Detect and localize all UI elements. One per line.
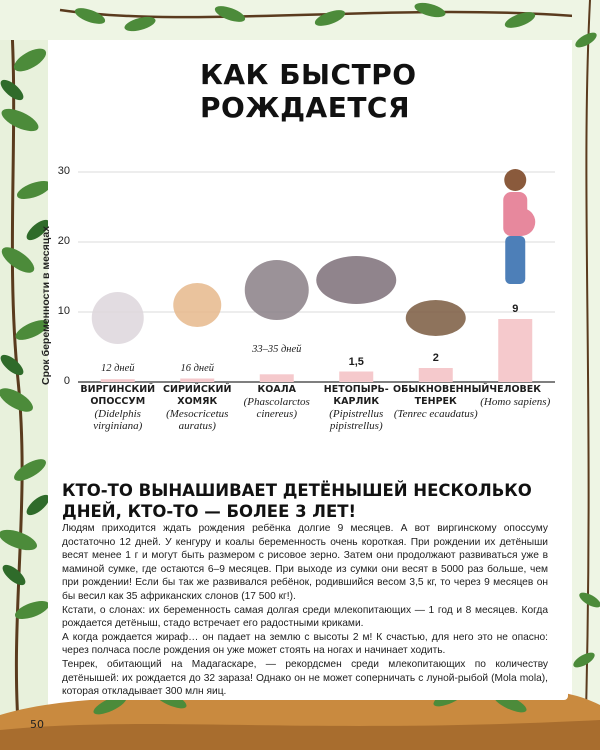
data-label: 9: [512, 303, 519, 315]
category-latin-name: (Pipistrellus pipistrellus): [329, 408, 384, 432]
data-label: 12 дней: [100, 363, 135, 375]
category-label: [314, 384, 400, 432]
category-common-name: НЕТОПЫРЬ-КАРЛИК: [323, 384, 389, 407]
category-label: [234, 384, 320, 420]
y-axis-label: Срок беременности в месяцах: [40, 225, 52, 385]
section-heading: КТО-ТО ВЫНАШИВАЕТ ДЕТЁНЫШЕЙ НЕСКОЛЬКО ДНЕЙ, КТО-ТО — БОЛЕЕ 3 ЛЕТ!: [62, 481, 532, 521]
bar: [180, 379, 214, 383]
category-latin-name: (Homo sapiens): [480, 396, 551, 408]
page-number: 50: [30, 718, 44, 731]
category-common-name: СИРИЙСКИЙ ХОМЯК: [163, 384, 232, 407]
bar: [498, 319, 532, 382]
bar: [260, 374, 294, 382]
human-illustration: [503, 169, 535, 284]
paragraph: Тенрек, обитающий на Мадагаскаре, — рекордсмен среди млекопитающих по количеству детёнышей: их рождается до 32 заразa! Однако он не может соперничать с луной-рыбой (Mola mola), которая откладывает 300 млн яиц.: [62, 658, 548, 698]
data-label: 16 дней: [180, 362, 215, 374]
paragraph: А когда рождается жираф… он падает на землю с высоты 2 м! К счастью, для него это не опасно: через полчаса после рождения он уже может стоять на ногах и начинает ходить.: [62, 631, 548, 657]
data-label: 33–35 дней: [252, 344, 302, 356]
paragraph: Людям приходится ждать рождения ребёнка долгие 9 месяцев. А вот виргинскому опоссуму достаточно 12 дней. У кенгуру и коалы беременность очень короткая. При рождении их детёныши весят менее 1 г и могут быть размером с рисовое зерно. Затем они продолжают развиваться уже в маминой сумке, где остаются 6–9 месяцев. При выходе из сумки они весят в 5000 раз больше, чем при рождении! Если бы так же развивался ребёнок, родившийся весом 3,5 кг, то через 9 месяцев он бы весил как 35 африканских слонов (17 500 кг!).: [62, 523, 548, 602]
y-tick-label: 20: [57, 235, 70, 247]
bar: [101, 379, 135, 382]
category-label: [393, 384, 490, 420]
category-common-name: ВИРГИНСКИЙ ОПОССУМ: [80, 384, 156, 407]
category-latin-name: (Tenrec ecaudatus): [393, 408, 478, 420]
category-latin-name: (Mesocricetus auratus): [166, 408, 229, 432]
bat-illustration: [316, 256, 396, 304]
category-label: [473, 384, 559, 408]
category-common-name: ОБЫКНОВЕННЫЙ ТЕНРЕК: [393, 384, 490, 407]
y-tick-label: 0: [63, 375, 70, 387]
tenrec-illustration: [406, 300, 466, 336]
koala-illustration: [245, 260, 309, 320]
category-label: [155, 384, 241, 432]
page-title: КАК БЫСТРО РОЖДАЕТСЯ: [200, 58, 417, 124]
category-label: [75, 384, 161, 432]
y-tick-label: 10: [57, 305, 70, 317]
category-latin-name: (Didelphis virginiana): [93, 408, 143, 432]
bar: [419, 368, 453, 382]
paragraph: Кстати, о слонах: их беременность самая долгая среди млекопитающих — 1 год и 8 месяцев. Когда рождается детёныш, стадо встречает его радостными криками.: [62, 604, 548, 630]
y-tick-label: 30: [57, 165, 70, 177]
body-text: [62, 522, 548, 699]
category-latin-name: (Phascolarctos cinereus): [243, 396, 310, 420]
category-common-name: КОАЛА: [257, 384, 296, 395]
data-label: 1,5: [348, 355, 364, 368]
hamster-illustration: [173, 283, 221, 327]
bar: [339, 372, 373, 383]
data-label: 2: [432, 352, 439, 364]
category-common-name: ЧЕЛОВЕК: [489, 384, 542, 395]
opossum-illustration: [92, 292, 144, 344]
